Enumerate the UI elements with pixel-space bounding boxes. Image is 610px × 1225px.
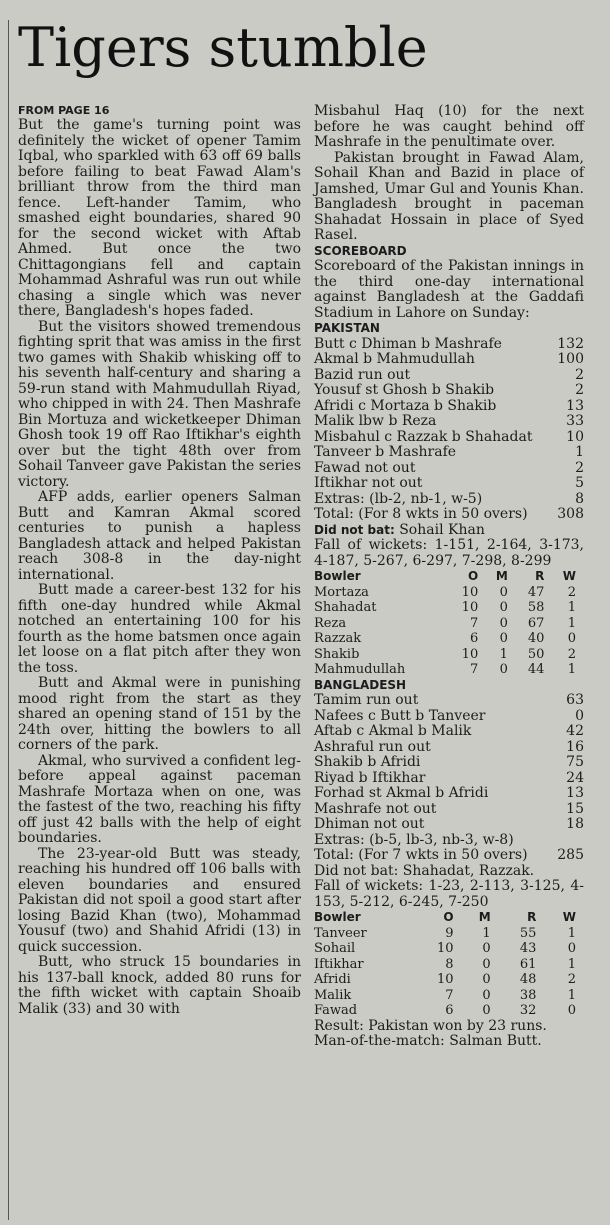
paragraph: Butt and Akmal were in punishing mood right from the start as they shared an opening stand of 151 by the 24th over, hitting the bowlers to all corners of the park. xyxy=(18,675,301,753)
bowling-figure: 0 xyxy=(567,941,576,956)
bowling-figure: 67 xyxy=(527,615,545,631)
bowling-figure: 10 xyxy=(461,646,479,662)
bowling-figure: 1 xyxy=(482,925,491,941)
bowling-row xyxy=(314,926,584,942)
paragraph: Akmal, who survived a confident leg-before appeal against paceman Mashrafe Mortaza when on one, was the fastest of the two, reaching his fifty off just 42 balls with the help of eight boundaries. xyxy=(18,752,301,846)
runs-value: 1 xyxy=(575,444,584,460)
bowling-header-cell: W xyxy=(562,910,576,924)
batting-row xyxy=(314,337,584,353)
bowling-figure: 10 xyxy=(436,972,454,987)
batsman-entry: Fawad not out xyxy=(314,459,416,476)
bowler-name: Malik xyxy=(314,987,352,1003)
batting-row xyxy=(314,352,584,368)
bowler-name: Mortaza xyxy=(314,584,369,600)
batsman-entry: Mashrafe not out xyxy=(314,800,437,817)
batsman-entry: Dhiman not out xyxy=(314,816,425,832)
bowling-figure: 6 xyxy=(445,1003,454,1018)
bowling-figure: 38 xyxy=(519,987,537,1003)
paragraph: But the visitors showed tremendous fighting sprit that was amiss in the first two games with Shakib whisking off to his seventh half-century and sharing a 59-run stand with Mahmudullah Riyad, who chipped in with 24. Then Mashrafe Bin Mortuza and wicketkeeper Dhiman Ghosh took 19 off Rao Iftikhar's eighth over but the tight 48th over from Sohail Tanveer gave Pakistan the series victory. xyxy=(18,318,301,490)
bowling-figure: 44 xyxy=(527,662,545,677)
bowling-figure: 0 xyxy=(499,662,508,677)
bowling-header-row xyxy=(314,910,584,926)
batsman-entry: Iftikhar not out xyxy=(314,475,423,491)
bowling-row xyxy=(314,988,584,1004)
bowling-header-cell: Bowler xyxy=(314,910,361,924)
batsman-entry: Total: (For 7 wkts in 50 overs) xyxy=(314,847,528,863)
runs-value: 13 xyxy=(566,785,584,801)
batsman-entry: Akmal b Mahmudullah xyxy=(314,351,475,367)
batsman-entry: Tanveer b Mashrafe xyxy=(314,444,457,460)
bowling-header-cell: Bowler xyxy=(314,569,361,583)
batting-row xyxy=(314,461,584,477)
man-of-the-match: Man-of-the-match: Salman Butt. xyxy=(314,1033,542,1049)
bowling-row xyxy=(314,631,584,647)
bowler-name: Razzak xyxy=(314,631,362,646)
runs-value: 132 xyxy=(557,335,584,352)
bowling-figure: 0 xyxy=(482,987,491,1003)
bowling-figure: 0 xyxy=(499,600,508,615)
bowling-figure: 1 xyxy=(567,615,576,631)
match-result: Result: Pakistan won by 23 runs. xyxy=(314,1017,547,1034)
bowling-row xyxy=(314,972,584,988)
bowling-header-cell: W xyxy=(562,569,576,583)
pakistan-bowling-table xyxy=(314,569,584,678)
bowling-figure: 7 xyxy=(469,615,479,631)
bangladesh-bowling-table xyxy=(314,910,584,1019)
paragraph: Butt made a career-best 132 for his fifth one-day hundred while Akmal notched an entertaining 100 for his fourth as the home batsmen once again let loose on a flat pitch after they won the toss. xyxy=(18,582,301,676)
bowler-name: Reza xyxy=(314,615,347,631)
paragraph: The 23-year-old Butt was steady, reaching his hundred off 106 balls with eleven boundaries and ensured Pakistan did not spoil a good start after losing Bazid Khan (two), Mohammad Yousuf (two) and Shahid Afridi (13) in quick succession. xyxy=(18,845,301,955)
batting-row xyxy=(314,383,584,399)
batting-row xyxy=(314,430,584,446)
bowling-figure: 0 xyxy=(482,956,491,972)
batting-row xyxy=(314,399,584,415)
bowler-name: Mahmudullah xyxy=(314,662,406,677)
batting-row xyxy=(314,848,584,864)
batting-row xyxy=(314,724,584,740)
batsman-entry: Extras: (b-5, lb-3, nb-3, w-8) xyxy=(314,831,514,848)
bowling-figure: 1 xyxy=(567,956,576,972)
did-not-bat-names: Sohail Khan xyxy=(399,521,485,538)
bowling-figure: 2 xyxy=(567,584,576,600)
batsman-entry: Butt c Dhiman b Mashrafe xyxy=(314,335,502,352)
bowling-figure: 2 xyxy=(567,646,576,662)
batsman-entry: Afridi c Mortaza b Shakib xyxy=(314,397,497,414)
bowling-figure: 10 xyxy=(436,941,454,956)
bowling-row xyxy=(314,600,584,616)
batting-row xyxy=(314,492,584,508)
batsman-entry: Yousuf st Ghosh b Shakib xyxy=(314,382,495,398)
bowler-name: Iftikhar xyxy=(314,956,364,972)
bowler-name: Tanveer xyxy=(314,925,367,941)
bowler-name: Afridi xyxy=(314,972,351,987)
pakistan-batting xyxy=(314,337,584,523)
runs-value: 2 xyxy=(575,382,584,398)
runs-value: 8 xyxy=(575,490,584,507)
bowling-row xyxy=(314,616,584,632)
headline: Tigers stumble xyxy=(18,16,428,79)
batsman-entry: Ashraful run out xyxy=(314,738,431,755)
batting-row xyxy=(314,476,584,492)
bowling-figure: 48 xyxy=(519,972,537,987)
bowling-row xyxy=(314,662,584,678)
bowling-header-cell: O xyxy=(468,569,479,583)
column-rule xyxy=(8,20,9,1220)
runs-value: 2 xyxy=(575,366,584,383)
bowling-figure: 0 xyxy=(499,584,508,600)
runs-value: 0 xyxy=(575,707,584,724)
runs-value: 16 xyxy=(566,738,584,755)
bowling-row xyxy=(314,647,584,663)
bangladesh-did-not-bat: Did not bat: Shahadat, Razzak. xyxy=(314,862,535,879)
batting-row xyxy=(314,786,584,802)
bowling-figure: 10 xyxy=(461,584,479,600)
bowler-name: Shakib xyxy=(314,646,360,662)
batting-row xyxy=(314,368,584,384)
paragraph: Butt, who struck 15 boundaries in his 137-ball knock, added 80 runs for the fifth wicket with captain Shoaib Malik (33) and 30 with xyxy=(18,954,301,1017)
bangladesh-batting xyxy=(314,693,584,864)
bowling-figure: 1 xyxy=(567,662,576,677)
bowling-figure: 40 xyxy=(527,631,545,646)
bowling-figure: 0 xyxy=(499,615,508,631)
bowling-figure: 0 xyxy=(482,972,491,987)
runs-value: 5 xyxy=(575,475,584,491)
batsman-entry: Forhad st Akmal b Afridi xyxy=(314,785,489,801)
batsman-entry: Aftab c Akmal b Malik xyxy=(314,723,472,739)
bowling-row xyxy=(314,941,584,957)
bowling-figure: 0 xyxy=(482,941,491,956)
scoreboard-heading: SCOREBOARD xyxy=(314,243,407,258)
bowling-figure: 7 xyxy=(469,662,479,677)
batsman-entry: Misbahul c Razzak b Shahadat xyxy=(314,428,533,445)
bowling-header-row xyxy=(314,569,584,585)
bowling-header-cell: M xyxy=(478,910,491,924)
bowling-header-cell: R xyxy=(535,569,545,583)
bowling-header-cell: M xyxy=(495,569,508,583)
batsman-entry: Riyad b Iftikhar xyxy=(314,769,426,786)
bowling-figure: 2 xyxy=(567,972,576,987)
pakistan-did-not-bat xyxy=(314,523,584,539)
bowling-figure: 47 xyxy=(527,584,545,600)
bowling-figure: 0 xyxy=(567,631,576,646)
batting-row xyxy=(314,833,584,849)
pakistan-heading: PAKISTAN xyxy=(314,321,380,335)
right-column xyxy=(314,104,584,1050)
runs-value: 75 xyxy=(566,754,584,770)
kicker: FROM PAGE 16 xyxy=(18,104,110,117)
runs-value: 308 xyxy=(557,506,584,522)
bowling-figure: 7 xyxy=(445,987,454,1003)
batting-row xyxy=(314,709,584,725)
scoreboard-intro: Scoreboard of the Pakistan innings in the third one-day international against Bangladesh at the Gaddafi Stadium in Lahore on Sunday: xyxy=(314,258,584,321)
runs-value: 42 xyxy=(566,723,584,739)
runs-value: 24 xyxy=(566,769,584,786)
runs-value: 15 xyxy=(566,800,584,817)
runs-value: 63 xyxy=(566,692,584,708)
batting-row xyxy=(314,755,584,771)
bowling-header-cell: O xyxy=(443,910,454,924)
bowling-figure: 1 xyxy=(567,600,576,615)
bowling-figure: 1 xyxy=(499,646,508,662)
bangladesh-heading: BANGLADESH xyxy=(314,677,407,692)
batsman-entry: Total: (For 8 wkts in 50 overs) xyxy=(314,506,528,522)
batsman-entry: Malik lbw b Reza xyxy=(314,413,437,429)
bowling-figure: 0 xyxy=(482,1003,491,1018)
bowling-header-cell: R xyxy=(527,910,537,924)
bowling-row xyxy=(314,1003,584,1019)
bowling-figure: 50 xyxy=(527,646,545,662)
bowling-figure: 1 xyxy=(567,987,576,1003)
bowling-figure: 43 xyxy=(519,941,537,956)
paragraph: AFP adds, earlier openers Salman Butt and Kamran Akmal scored centuries to punish a hapless Bangladesh attack and helped Pakistan reach 308-8 in the day-night international. xyxy=(18,489,301,583)
runs-value: 285 xyxy=(557,847,584,863)
bowling-figure: 10 xyxy=(461,600,479,615)
pakistan-fall-of-wickets: Fall of wickets: 1-151, 2-164, 3-173, 4-187, 5-267, 6-297, 7-298, 8-299 xyxy=(314,537,584,569)
bowler-name: Fawad xyxy=(314,1003,358,1018)
paragraph: Misbahul Haq (10) for the next before he was caught behind off Mashrafe in the penultimate over. xyxy=(314,103,584,150)
paragraph: But the game's turning point was definitely the wicket of opener Tamim Iqbal, who sparkled with 63 off 69 balls before failing to beat Fawad Alam's brilliant throw from the third man fence. Left-hander Tamim, who smashed eight boundaries, shared 90 for the second wicket with Aftab Ahmed. But once the two Chittagongians fell and captain Mohammad Ashraful was run out while chasing a single which was never there, Bangladesh's hopes faded. xyxy=(18,117,301,319)
bowling-figure: 58 xyxy=(527,600,545,615)
batting-row xyxy=(314,507,584,523)
batting-row xyxy=(314,693,584,709)
bowler-name: Sohail xyxy=(314,941,356,956)
batting-row xyxy=(314,740,584,756)
did-not-bat-label: Did not bat: xyxy=(314,522,395,537)
batting-row xyxy=(314,414,584,430)
batting-row xyxy=(314,817,584,833)
runs-value: 10 xyxy=(566,428,584,445)
runs-value: 18 xyxy=(566,816,584,832)
batting-row xyxy=(314,445,584,461)
bowler-name: Shahadat xyxy=(314,600,377,615)
runs-value: 100 xyxy=(557,351,584,367)
bowling-figure: 8 xyxy=(445,956,454,972)
left-column xyxy=(18,104,301,1017)
bowling-figure: 32 xyxy=(519,1003,537,1018)
bowling-row xyxy=(314,585,584,601)
runs-value: 33 xyxy=(566,413,584,429)
bowling-figure: 61 xyxy=(519,956,537,972)
bangladesh-fall-of-wickets: Fall of wickets: 1-23, 2-113, 3-125, 4-153, 5-212, 6-245, 7-250 xyxy=(314,878,584,910)
bowling-figure: 0 xyxy=(567,1003,576,1018)
bowling-figure: 0 xyxy=(499,631,508,646)
batting-row xyxy=(314,771,584,787)
batting-row xyxy=(314,802,584,818)
runs-value: 13 xyxy=(566,397,584,414)
batsman-entry: Tamim run out xyxy=(314,692,419,708)
batsman-entry: Extras: (lb-2, nb-1, w-5) xyxy=(314,490,483,507)
bowling-figure: 1 xyxy=(567,925,576,941)
paragraph: Pakistan brought in Fawad Alam, Sohail Khan and Bazid in place of Jamshed, Umar Gul and Younis Khan. Bangladesh brought in paceman Shahadat Hossain in place of Syed Rasel. xyxy=(314,149,584,243)
bowling-row xyxy=(314,957,584,973)
bowling-figure: 6 xyxy=(469,631,479,646)
batsman-entry: Shakib b Afridi xyxy=(314,754,421,770)
bowling-figure: 55 xyxy=(519,925,537,941)
batsman-entry: Bazid run out xyxy=(314,366,411,383)
runs-value: 2 xyxy=(575,459,584,476)
bowling-figure: 9 xyxy=(445,925,454,941)
batsman-entry: Nafees c Butt b Tanveer xyxy=(314,707,486,724)
